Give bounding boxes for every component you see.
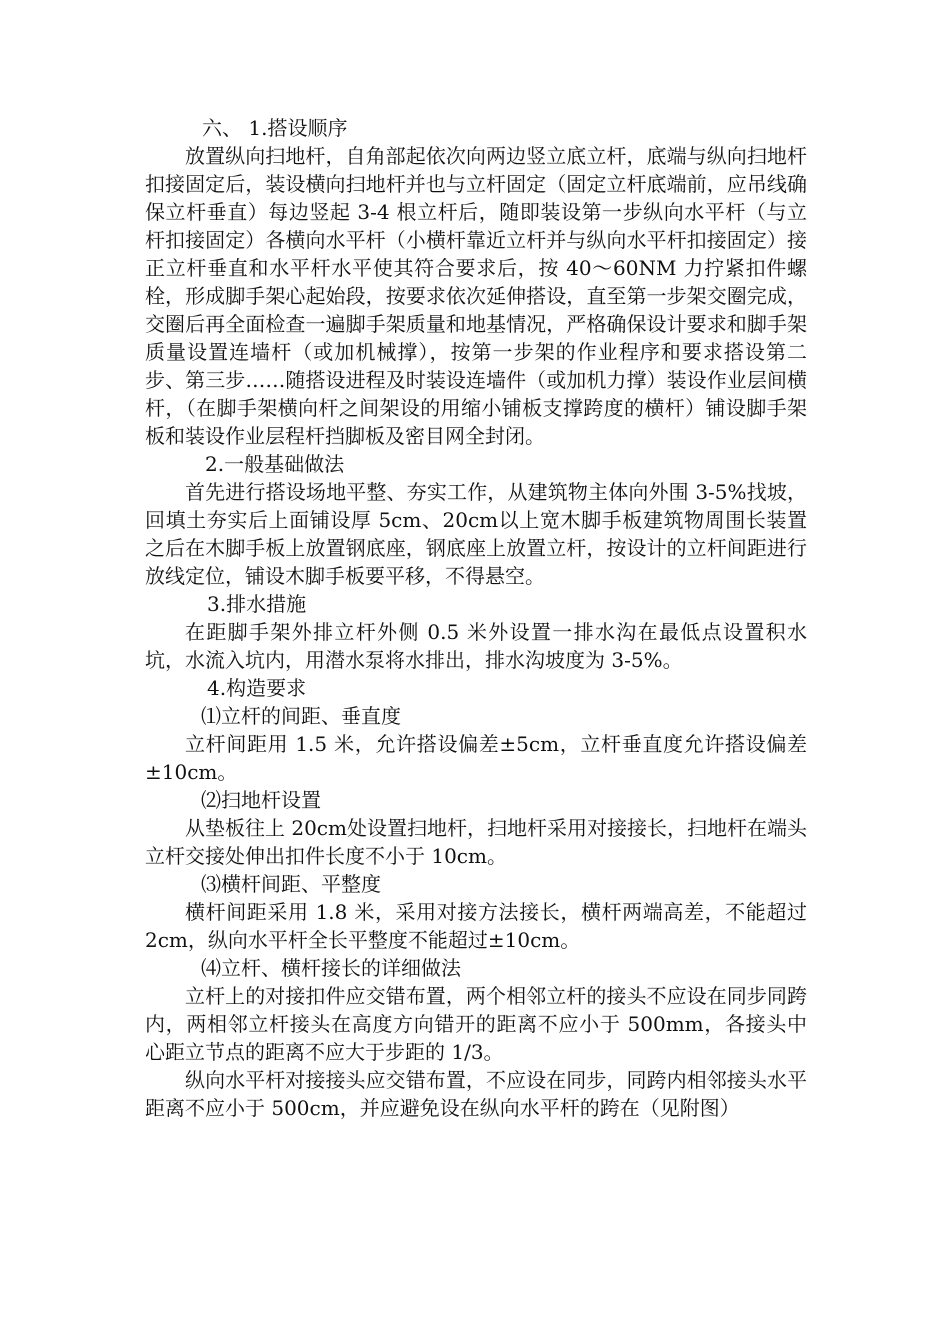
section-1-body: 放置纵向扫地杆，自角部起依次向两边竖立底立杆，底端与纵向扫地杆扣接固定后，装设横向扫地杆并也与立杆固定（固定立杆底端前，应吊线确保立杆垂直）每边竖起 3-4 根立杆后，随即装设第一步纵向水平杆（与立杆扣接固定）各横向水平杆（小横杆靠近立杆并与纵向水平杆扣接固定）接正立杆垂直和水平杆水平使其符合要求后，按 40～60NM 力拧紧扣件螺栓，形成脚手架心起始段，按要求依次延伸搭设，直至第一步架交圈完成，交圈后再全面检查一遍脚手架质量和地基情况，严格确保设计要求和脚手架质量设置连墙杆（或加机械撑），按第一步架的作业程序和要求搭设第二步、第三步……随搭设进程及时装设连墙件（或加机力撑）装设作业层间横杆，（在脚手架横向杆之间架设的用缩小铺板支撑跨度的横杆）铺设脚手架板和装设作业层程杆挡脚板及密目网全封闭。 [145, 144, 807, 448]
item-3-body: 横杆间距采用 1.8 米，采用对接方法接长，横杆两端高差，不能超过 2cm，纵向水平杆全长平整度不能超过±10cm。 [145, 900, 807, 952]
document-page [145, 114, 807, 1122]
section-3-body: 在距脚手架外排立杆外侧 0.5 米外设置一排水沟在最低点设置积水坑，水流入坑内，用潜水泵将水排出，排水沟坡度为 3-5%。 [145, 620, 807, 672]
section-2-body: 首先进行搭设场地平整、夯实工作，从建筑物主体向外围 3-5%找坡，回填土夯实后上面铺设厚 5cm、20cm以上宽木脚手板建筑物周围长装置之后在木脚手板上放置钢底座，钢底座上放置立杆，按设计的立杆间距进行放线定位，铺设木脚手板要平移，不得悬空。 [145, 480, 807, 588]
item-1-body: 立杆间距用 1.5 米，允许搭设偏差±5cm，立杆垂直度允许搭设偏差±10cm。 [145, 732, 807, 784]
section-2-heading: 2.一般基础做法 [205, 452, 345, 476]
item-2-title: ⑵扫地杆设置 [201, 788, 321, 812]
item-4-body-2: 纵向水平杆对接接头应交错布置，不应设在同步，同跨内相邻接头水平距离不应小于 500cm，并应避免设在纵向水平杆的跨在（见附图） [145, 1068, 807, 1120]
item-1-title: ⑴立杆的间距、垂直度 [201, 704, 401, 728]
section-1-heading: 六、 1.搭设顺序 [202, 116, 348, 140]
section-4-heading: 4.构造要求 [207, 676, 307, 700]
item-4-title: ⑷立杆、横杆接长的详细做法 [201, 956, 461, 980]
section-3-heading: 3.排水措施 [207, 592, 307, 616]
item-3-title: ⑶横杆间距、平整度 [201, 872, 381, 896]
item-2-body: 从垫板往上 20cm处设置扫地杆，扫地杆采用对接接长，扫地杆在端头立杆交接处伸出扣件长度不小于 10cm。 [145, 816, 807, 868]
item-4-body: 立杆上的对接扣件应交错布置，两个相邻立杆的接头不应设在同步同跨内，两相邻立杆接头在高度方向错开的距离不应小于 500mm，各接头中心距立节点的距离不应大于步距的 1/3。 [145, 984, 807, 1064]
